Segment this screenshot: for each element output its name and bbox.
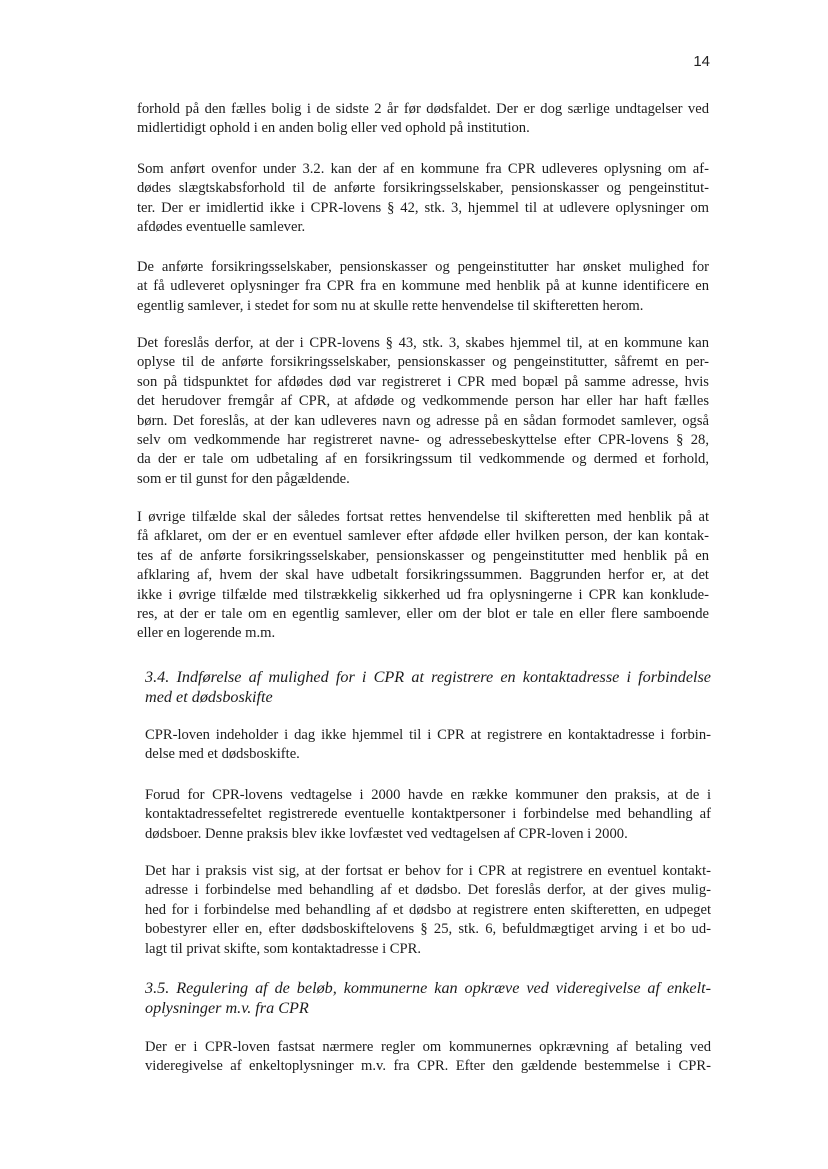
- text-line: få afklaret, om der er en eventuel samlever efter afdøde eller hvilken person, der kan kontak-: [137, 528, 709, 545]
- section-heading-3-4: [145, 667, 711, 707]
- paragraph-2: [137, 160, 709, 238]
- paragraph-9: [145, 1038, 711, 1077]
- text-line: selv om vedkommende har registreret navne- og adressebeskyttelse efter CPR-lovens § 28,: [137, 432, 709, 449]
- text-line: delse med et dødsboskifte.: [145, 746, 300, 763]
- text-line: midlertidigt ophold i en anden bolig eller ved ophold på institution.: [137, 120, 530, 137]
- text-line: I øvrige tilfælde skal der således fortsat rettes henvendelse til skifteretten med henblik på at: [137, 509, 709, 525]
- text-line: Som anført ovenfor under 3.2. kan der af en kommune fra CPR udleveres oplysning om af-: [137, 161, 709, 177]
- text-line: Det foreslås derfor, at der i CPR-lovens § 43, stk. 3, skabes hjemmel til, at en kommune kan: [137, 335, 709, 351]
- text-line: lagt til privat skifte, som kontaktadresse i CPR.: [145, 940, 422, 957]
- heading-line: oplysninger m.v. fra CPR: [145, 999, 309, 1017]
- page-number: 14: [693, 53, 710, 70]
- paragraph-3: [137, 258, 709, 316]
- text-line: bobestyrer eller en, efter dødsboskiftelovens § 25, stk. 6, befuldmægtiget arving i et bo ud-: [145, 921, 711, 938]
- text-line: son på tidspunktet for afdødes død var registreret i CPR med bopæl på samme adresse, hvis: [137, 373, 709, 390]
- text-line: afdødes eventuelle samlever.: [137, 219, 306, 236]
- text-line: det herudover fremgår af CPR, at afdøde og vedkommende person har eller har haft fælles: [137, 393, 709, 410]
- text-line: oplyse til de anførte forsikringsselskaber, pensionskasser og pengeinstitutter, såfremt en per-: [137, 354, 709, 371]
- text-line: at få udleveret oplysninger fra CPR fra en kommune med henblik på at kunne identificere en: [137, 278, 709, 295]
- text-line: dødes slægtskabsforhold til de anførte forsikringsselskaber, pensionskasser og pengeinstitut-: [137, 180, 709, 197]
- text-line: børn. Det foreslås, at der kan udleveres navn og adresse på en sådan formodet samlever, også: [137, 412, 709, 429]
- paragraph-5: [137, 508, 709, 644]
- paragraph-1: [137, 100, 709, 139]
- heading-line: med et dødsboskifte: [145, 688, 273, 706]
- text-line: eller en logerende m.m.: [137, 625, 276, 642]
- text-line: videregivelse af enkeltoplysninger m.v. fra CPR. Efter den gældende bestemmelse i CPR-: [145, 1058, 711, 1075]
- text-line: De anførte forsikringsselskaber, pensionskasser og pengeinstitutter har ønsket mulighed for: [137, 259, 709, 275]
- text-line: Forud for CPR-lovens vedtagelse i 2000 havde en række kommuner den praksis, at de i: [145, 787, 711, 803]
- text-line: CPR-loven indeholder i dag ikke hjemmel til i CPR at registrere en kontaktadresse i forbin-: [145, 727, 711, 743]
- text-line: res, at der er tale om en egentlig samlever, eller om der blot er tale en eller flere samboende: [137, 606, 709, 623]
- text-line: afklaring af, hvem der skal have udbetalt forsikringssummen. Baggrunden herfor er, at det: [137, 567, 709, 584]
- heading-line: 3.4. Indførelse af mulighed for i CPR at registrere en kontaktadresse i forbindelse: [145, 668, 711, 686]
- heading-line: 3.5. Regulering af de beløb, kommunerne kan opkræve ved videregivelse af enkelt-: [145, 979, 711, 997]
- text-line: ter. Der er imidlertid ikke i CPR-lovens § 42, stk. 3, hjemmel til at udlevere oplysninger om: [137, 199, 709, 216]
- text-line: Der er i CPR-loven fastsat nærmere regler om kommunernes opkrævning af betaling ved: [145, 1039, 711, 1055]
- text-line: kontaktadressefeltet registrerede eventuelle kontaktpersoner i forbindelse med behandling af: [145, 806, 711, 823]
- paragraph-8: [145, 862, 711, 959]
- text-line: dødsboer. Denne praksis blev ikke lovfæstet ved vedtagelsen af CPR-loven i 2000.: [145, 825, 628, 842]
- text-line: tes af de anførte forsikringsselskaber, pensionskasser og pengeinstitutter med henblik på en: [137, 547, 709, 564]
- text-line: egentlig samlever, i stedet for som nu at skulle rette henvendelse til skifteretten herom.: [137, 297, 644, 314]
- paragraph-6: [145, 726, 711, 765]
- text-line: ikke i øvrige tilfælde med tilstrækkelig sikkerhed ud fra oplysningerne i CPR kan konklude-: [137, 586, 709, 603]
- text-line: hed for i forbindelse med behandling af et dødsbo at registrere enten skifteretten, en udpeget: [145, 901, 711, 918]
- section-heading-3-5: [145, 978, 711, 1018]
- paragraph-4: [137, 334, 709, 489]
- text-line: da der er tale om udbetaling af en forsikringssum til vedkommende og dermed et forhold,: [137, 451, 709, 468]
- paragraph-7: [145, 786, 711, 844]
- text-line: Det har i praksis vist sig, at der fortsat er behov for i CPR at registrere en eventuel kontakt-: [145, 863, 711, 879]
- text-line: forhold på den fælles bolig i de sidste 2 år før dødsfaldet. Der er dog særlige undtagelser ved: [137, 101, 709, 117]
- text-line: som er til gunst for den pågældende.: [137, 470, 350, 487]
- text-line: adresse i forbindelse med behandling af et dødsbo. Det foreslås derfor, at der gives mulig-: [145, 882, 711, 899]
